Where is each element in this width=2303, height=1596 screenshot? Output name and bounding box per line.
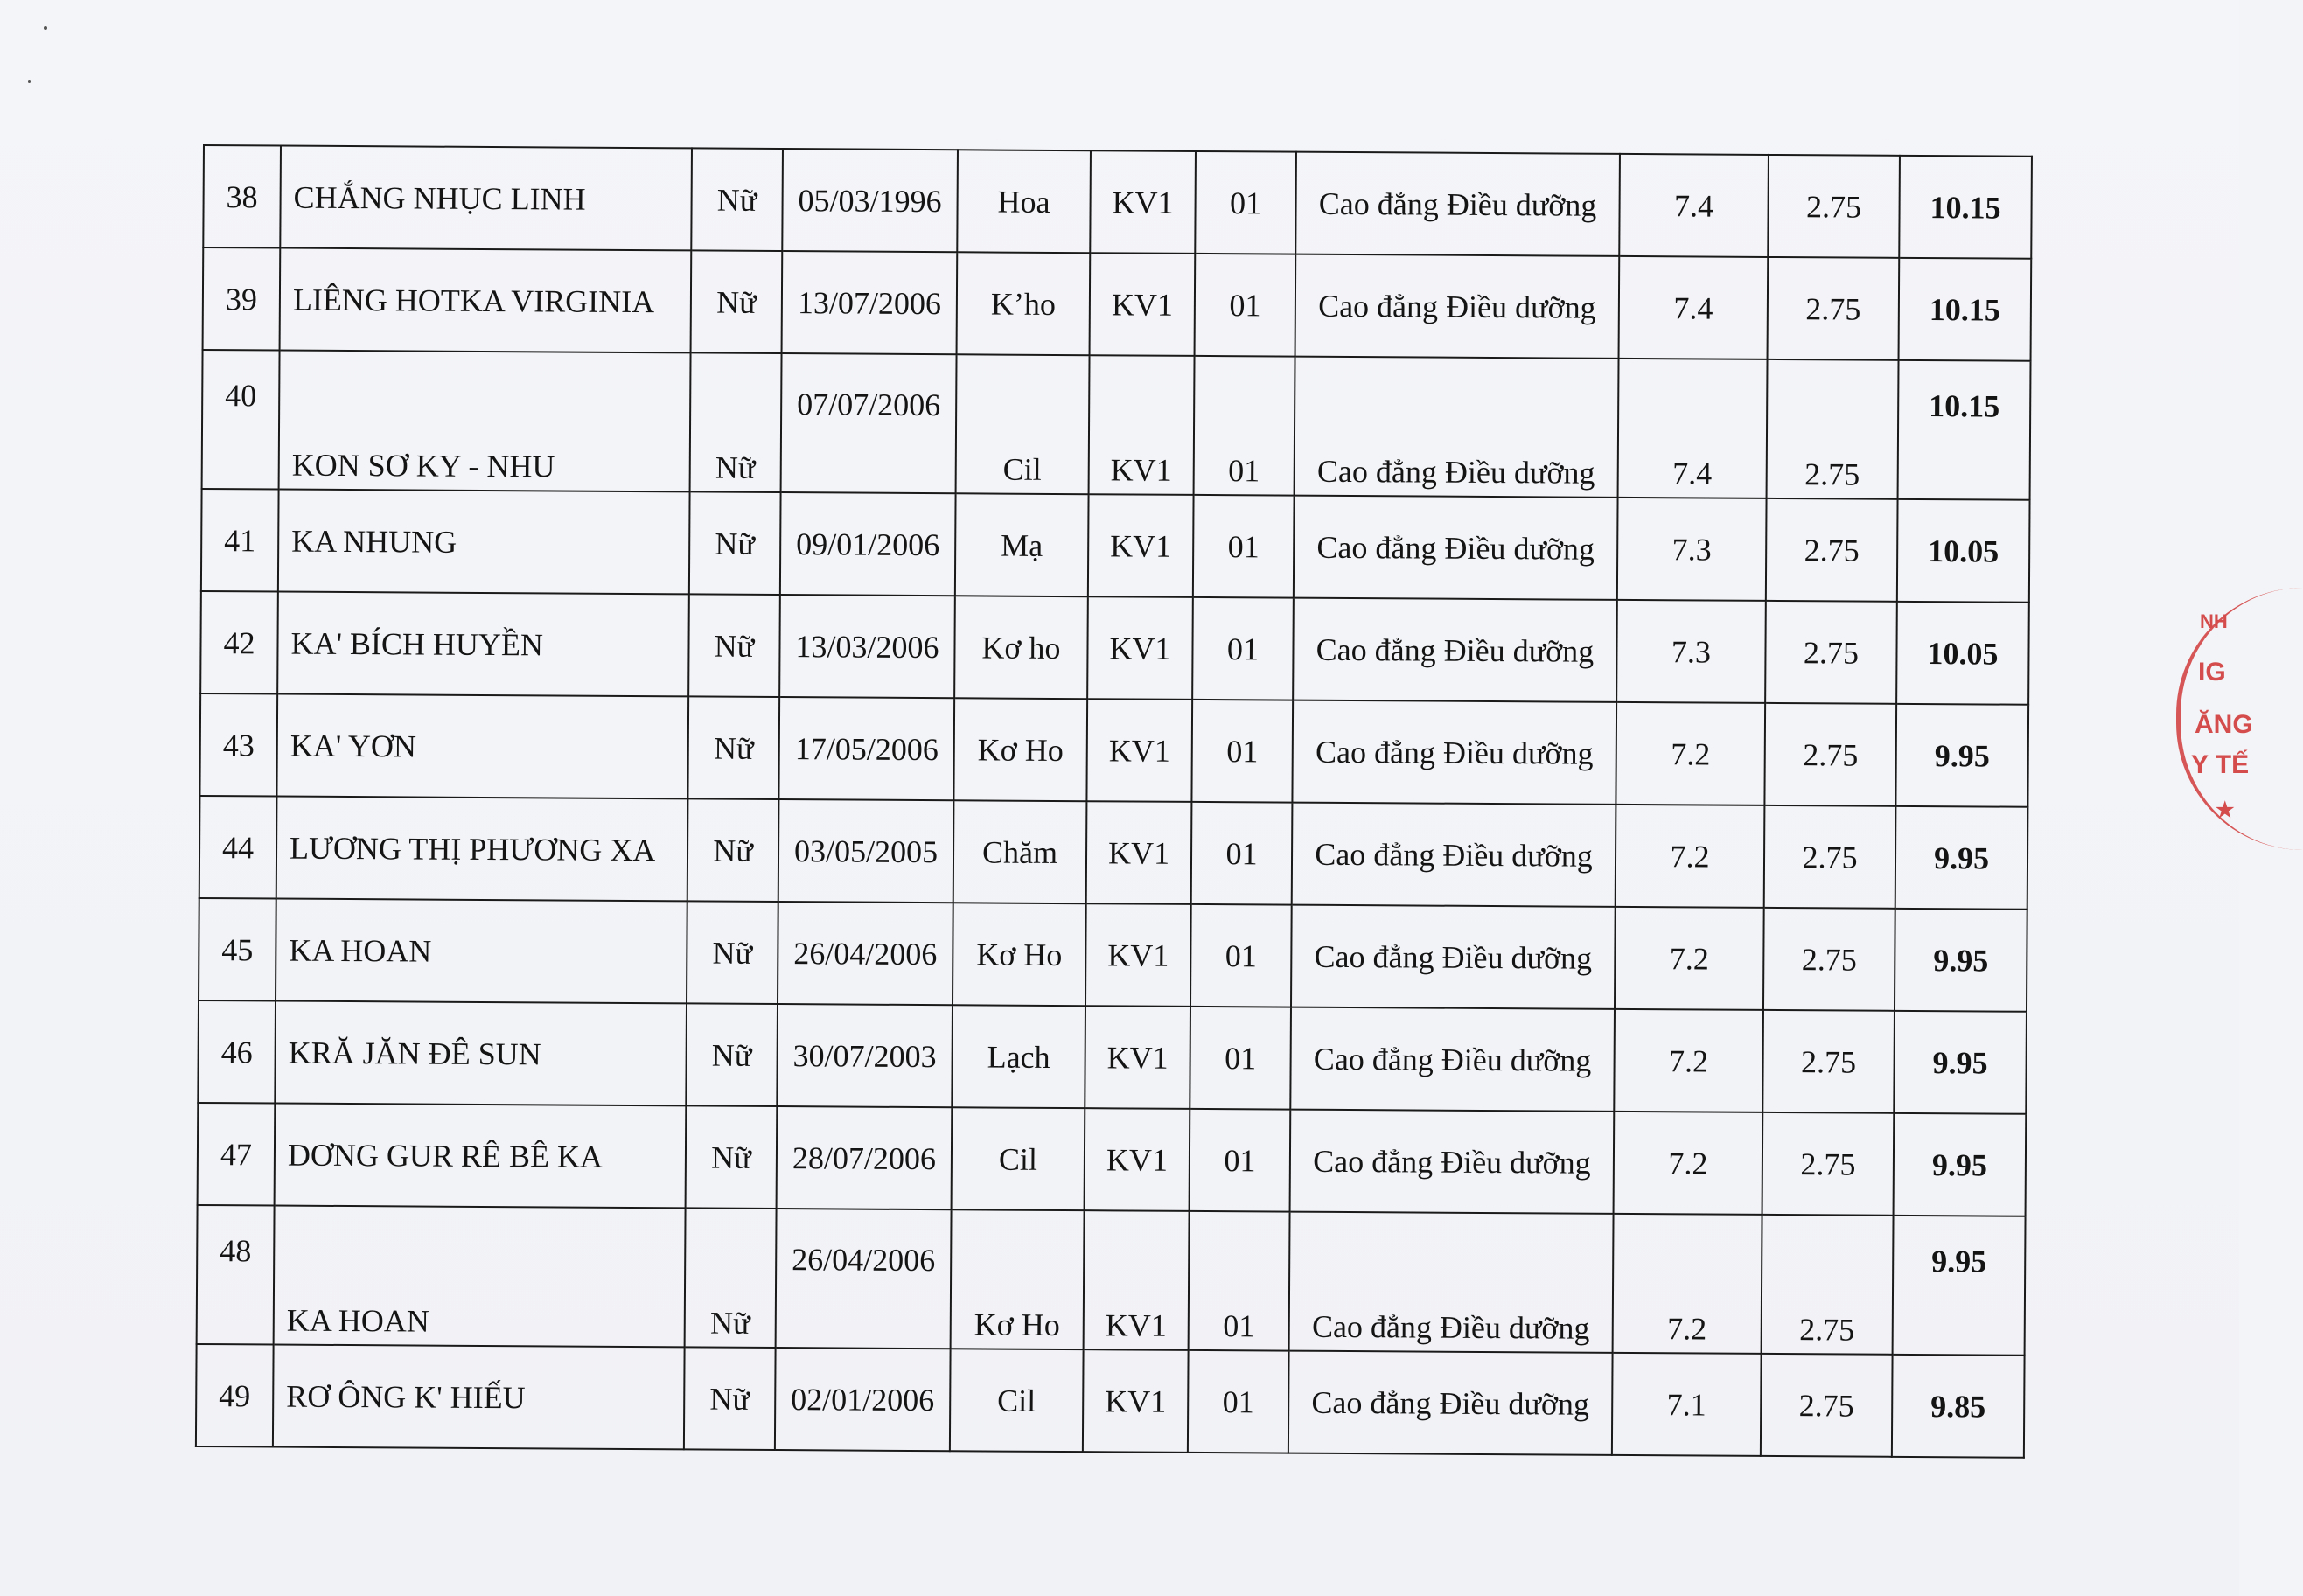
- date-of-birth-cell: 03/05/2005: [778, 799, 954, 903]
- row-number-cell: 40: [202, 350, 280, 490]
- program-cell: Cao đẳng Điều dưỡng: [1289, 1212, 1614, 1353]
- student-name-cell: LIÊNG HOTKA VIRGINIA: [280, 248, 692, 353]
- row-number-cell: 48: [197, 1205, 275, 1345]
- student-name-cell: KA' YƠN: [276, 694, 688, 799]
- table-row: [199, 796, 2028, 910]
- priority-area-cell: KV1: [1085, 1108, 1190, 1211]
- student-name-cell: KA HOAN: [274, 1206, 686, 1348]
- student-name-cell: CHẮNG NHỤC LINH: [280, 146, 692, 251]
- priority-area-cell: KV1: [1089, 355, 1195, 495]
- program-cell: Cao đẳng Điều dưỡng: [1288, 1351, 1613, 1455]
- bonus-points-cell: 2.75: [1763, 908, 1895, 1011]
- total-score-cell: 10.15: [1898, 360, 2031, 500]
- program-cell: Cao đẳng Điều dưỡng: [1295, 357, 1619, 498]
- priority-area-cell: KV1: [1087, 596, 1193, 700]
- bonus-points-cell: 2.75: [1762, 1215, 1894, 1355]
- ethnicity-cell: Kơ Ho: [953, 903, 1086, 1006]
- priority-area-cell: KV1: [1090, 150, 1196, 254]
- ethnicity-cell: Chăm: [953, 800, 1087, 903]
- priority-area-cell: KV1: [1085, 903, 1191, 1007]
- date-of-birth-cell: 30/07/2003: [777, 1004, 953, 1107]
- ethnicity-cell: Cil: [950, 1349, 1084, 1452]
- bonus-points-cell: 2.75: [1768, 257, 1900, 360]
- date-of-birth-cell: 17/05/2006: [778, 697, 954, 800]
- ethnicity-cell: Mạ: [955, 493, 1089, 596]
- stamp-fragment: ★: [2216, 798, 2235, 822]
- student-name-cell: KRĂ JĂN ĐÊ SUN: [275, 1001, 687, 1106]
- program-cell: Cao đẳng Điều dưỡng: [1292, 803, 1616, 907]
- program-cell: Cao đẳng Điều dưỡng: [1291, 905, 1616, 1009]
- gender-cell: Nữ: [690, 352, 782, 492]
- priority-group-cell: 01: [1190, 904, 1292, 1007]
- score-cell: 7.4: [1618, 359, 1768, 498]
- ethnicity-cell: Kơ ho: [954, 596, 1088, 699]
- score-cell: 7.2: [1613, 1214, 1762, 1354]
- student-name-cell: DƠNG GUR RÊ BÊ KA: [275, 1104, 687, 1209]
- bonus-points-cell: 2.75: [1767, 359, 1899, 499]
- priority-group-cell: 01: [1189, 1211, 1290, 1351]
- program-cell: Cao đẳng Điều dưỡng: [1290, 1007, 1615, 1112]
- priority-area-cell: KV1: [1084, 1210, 1190, 1350]
- gender-cell: Nữ: [687, 798, 779, 902]
- row-number-cell: 44: [199, 796, 277, 899]
- date-of-birth-cell: 02/01/2006: [775, 1348, 951, 1451]
- bonus-points-cell: 2.75: [1764, 805, 1896, 909]
- priority-group-cell: 01: [1191, 802, 1293, 905]
- priority-area-cell: KV1: [1090, 253, 1196, 356]
- student-name-cell: RƠ ÔNG K' HIẾU: [273, 1345, 685, 1450]
- priority-group-cell: 01: [1188, 1350, 1289, 1453]
- gender-cell: Nữ: [685, 1208, 777, 1348]
- student-list-table: [195, 144, 2033, 1459]
- score-cell: 7.3: [1616, 600, 1766, 703]
- priority-area-cell: KV1: [1088, 494, 1194, 597]
- program-cell: Cao đẳng Điều dưỡng: [1293, 598, 1617, 702]
- table-row: [199, 693, 2028, 807]
- date-of-birth-cell: 26/04/2006: [776, 1209, 952, 1349]
- row-number-cell: 39: [203, 247, 281, 351]
- gender-cell: Nữ: [687, 696, 779, 799]
- priority-group-cell: 01: [1193, 495, 1295, 598]
- ethnicity-cell: K’ho: [957, 252, 1091, 355]
- priority-group-cell: 01: [1195, 151, 1296, 254]
- row-number-cell: 45: [199, 898, 276, 1001]
- priority-area-cell: KV1: [1085, 1006, 1190, 1109]
- table-row: [200, 591, 2029, 705]
- stamp-fragment: IG: [2198, 658, 2226, 686]
- date-of-birth-cell: 13/07/2006: [782, 251, 958, 354]
- table-row: [203, 247, 2032, 361]
- date-of-birth-cell: 07/07/2006: [781, 353, 957, 493]
- priority-group-cell: 01: [1190, 1109, 1291, 1212]
- ethnicity-cell: Hoa: [957, 150, 1091, 253]
- row-number-cell: 49: [196, 1344, 274, 1447]
- student-name-cell: KON SƠ KY - NHU: [279, 351, 691, 492]
- student-name-cell: KA HOAN: [276, 899, 687, 1004]
- total-score-cell: 9.95: [1894, 1113, 2027, 1216]
- bonus-points-cell: 2.75: [1762, 1010, 1895, 1113]
- table-row: [196, 1344, 2025, 1458]
- score-cell: 7.2: [1614, 1112, 1763, 1215]
- gender-cell: Nữ: [689, 491, 781, 595]
- score-cell: 7.2: [1616, 805, 1765, 908]
- total-score-cell: 9.95: [1895, 909, 2027, 1012]
- student-list-table-wrap: [195, 144, 2031, 1459]
- gender-cell: Nữ: [684, 1347, 776, 1450]
- gender-cell: Nữ: [686, 1105, 778, 1209]
- score-cell: 7.2: [1615, 907, 1764, 1010]
- priority-area-cell: KV1: [1086, 801, 1192, 904]
- stamp-fragment: Y TẾ: [2191, 750, 2250, 779]
- score-cell: 7.4: [1619, 154, 1769, 257]
- program-cell: Cao đẳng Điều dưỡng: [1295, 254, 1620, 359]
- program-cell: Cao đẳng Điều dưỡng: [1290, 1110, 1615, 1214]
- program-cell: Cao đẳng Điều dưỡng: [1292, 700, 1616, 805]
- total-score-cell: 9.95: [1893, 1216, 2026, 1356]
- total-score-cell: 10.05: [1897, 499, 2030, 603]
- priority-group-cell: 01: [1190, 1007, 1291, 1110]
- priority-area-cell: KV1: [1086, 699, 1192, 802]
- student-name-cell: LƯƠNG THỊ PHƯƠNG XA: [276, 797, 688, 902]
- bonus-points-cell: 2.75: [1762, 1112, 1895, 1216]
- gender-cell: Nữ: [687, 901, 778, 1004]
- table-row: [201, 489, 2030, 603]
- student-name-cell: KA NHUNG: [278, 490, 690, 595]
- table-body: [196, 145, 2032, 1458]
- date-of-birth-cell: 05/03/1996: [782, 149, 958, 252]
- row-number-cell: 38: [203, 145, 281, 248]
- priority-area-cell: KV1: [1083, 1349, 1189, 1453]
- priority-group-cell: 01: [1191, 700, 1293, 803]
- score-cell: 7.1: [1612, 1353, 1762, 1456]
- bonus-points-cell: 2.75: [1765, 601, 1897, 704]
- total-score-cell: 9.95: [1895, 806, 2028, 910]
- total-score-cell: 10.15: [1899, 258, 2032, 361]
- program-cell: Cao đẳng Điều dưỡng: [1295, 152, 1620, 256]
- score-cell: 7.4: [1619, 256, 1769, 359]
- ethnicity-cell: Kơ Ho: [953, 698, 1087, 801]
- scan-speck: [44, 26, 47, 30]
- total-score-cell: 10.05: [1896, 602, 2029, 705]
- row-number-cell: 41: [201, 489, 279, 592]
- score-cell: 7.3: [1617, 498, 1767, 601]
- table-row: [202, 350, 2031, 500]
- priority-group-cell: 01: [1195, 254, 1296, 357]
- ethnicity-cell: Lạch: [952, 1005, 1085, 1108]
- table-row: [199, 898, 2027, 1012]
- total-score-cell: 9.95: [1894, 1011, 2027, 1114]
- bonus-points-cell: 2.75: [1764, 703, 1896, 806]
- total-score-cell: 9.95: [1895, 704, 2028, 807]
- bonus-points-cell: 2.75: [1766, 498, 1898, 602]
- row-number-cell: 42: [200, 591, 278, 694]
- date-of-birth-cell: 26/04/2006: [778, 902, 953, 1005]
- stamp-fragment: ĂNG: [2195, 710, 2253, 739]
- total-score-cell: 9.85: [1892, 1355, 2025, 1458]
- bonus-points-cell: 2.75: [1768, 155, 1900, 258]
- gender-cell: Nữ: [688, 594, 780, 697]
- stamp-fragment: NH: [2200, 610, 2228, 632]
- ethnicity-cell: Cil: [956, 354, 1090, 494]
- scan-speck: [28, 80, 31, 83]
- row-number-cell: 46: [198, 1000, 276, 1104]
- date-of-birth-cell: 09/01/2006: [780, 492, 956, 596]
- total-score-cell: 10.15: [1899, 156, 2032, 259]
- table-row: [203, 145, 2032, 259]
- table-row: [198, 1103, 2027, 1216]
- row-number-cell: 47: [198, 1103, 276, 1206]
- ethnicity-cell: Cil: [952, 1107, 1085, 1210]
- priority-group-cell: 01: [1194, 356, 1295, 496]
- ethnicity-cell: Kơ Ho: [951, 1209, 1085, 1349]
- row-number-cell: 43: [199, 693, 277, 797]
- bonus-points-cell: 2.75: [1761, 1354, 1893, 1457]
- score-cell: 7.2: [1614, 1009, 1763, 1112]
- program-cell: Cao đẳng Điều dưỡng: [1294, 496, 1618, 600]
- red-seal-stamp: [2176, 588, 2303, 850]
- gender-cell: Nữ: [686, 1003, 778, 1106]
- score-cell: 7.2: [1616, 702, 1765, 805]
- date-of-birth-cell: 13/03/2006: [779, 595, 955, 698]
- date-of-birth-cell: 28/07/2006: [777, 1106, 953, 1209]
- gender-cell: Nữ: [691, 148, 783, 251]
- table-row: [198, 1000, 2027, 1114]
- gender-cell: Nữ: [691, 250, 783, 353]
- table-row: [197, 1205, 2026, 1356]
- priority-group-cell: 01: [1192, 597, 1294, 700]
- student-name-cell: KA' BÍCH HUYỀN: [277, 592, 689, 697]
